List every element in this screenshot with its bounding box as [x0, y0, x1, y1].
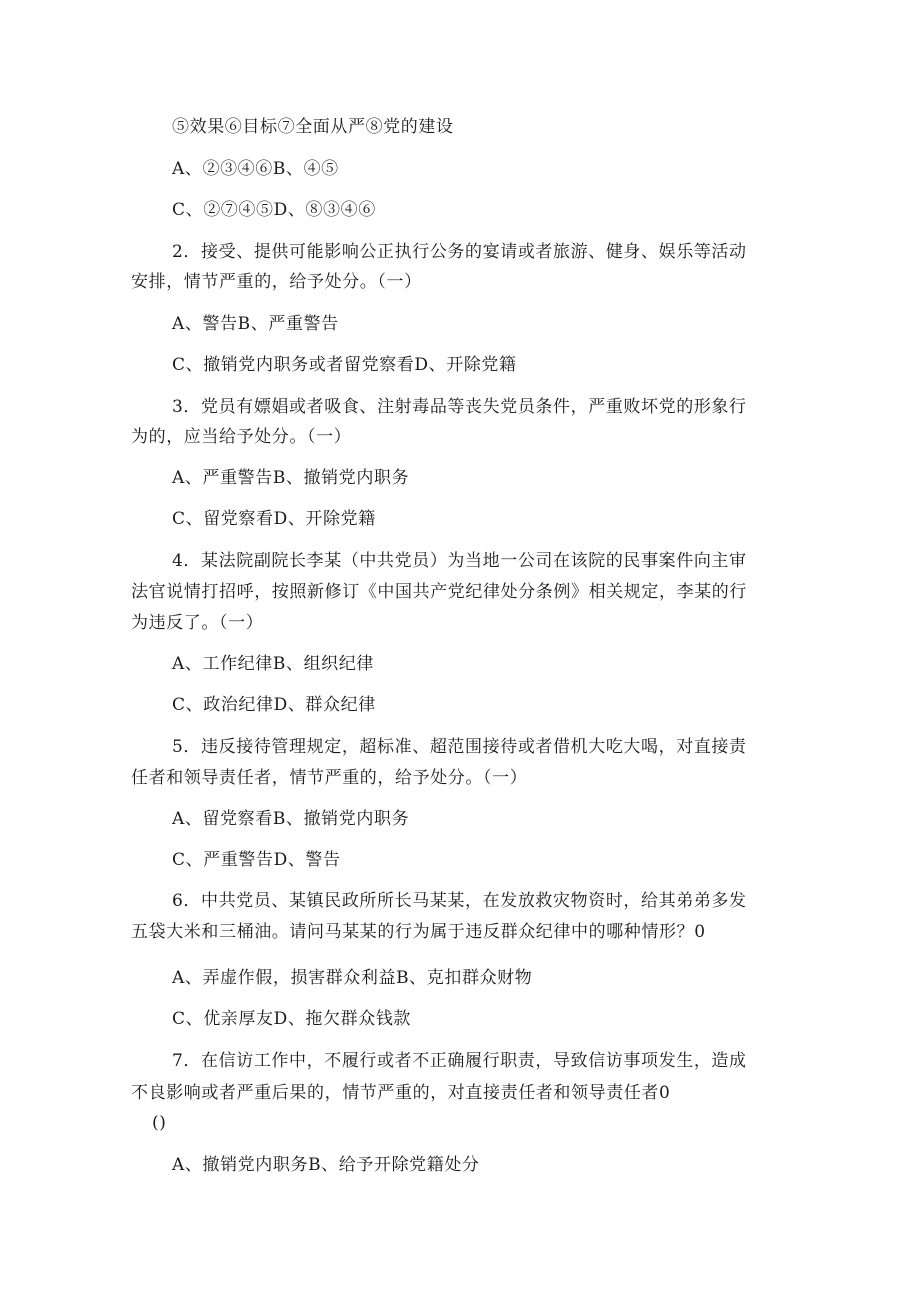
text-line: ⑤效果⑥目标⑦全面从严⑧党的建设 — [172, 117, 454, 137]
text-line: A、严重警告B、撤销党内职务 — [172, 468, 410, 488]
text-line: 不良影响或者严重后果的，情节严重的，对直接责任者和领导责任者0 — [131, 1083, 671, 1103]
answer-blank: () — [152, 1113, 167, 1133]
question-line: 4．某法院副院长李某（中共党员）为当地一公司在该院的民事案件向主审 — [172, 551, 747, 571]
question-line: 6．中共党员、某镇民政所所长马某某，在发放救灾物资时，给其弟弟多发 — [172, 891, 747, 911]
text-line: C、优亲厚友D、拖欠群众钱款 — [172, 1009, 412, 1029]
text-line: A、②③④⑥B、④⑤ — [172, 159, 339, 179]
text-line: 为的，应当给予处分。（一） — [131, 427, 352, 447]
text-line: C、政治纪律D、群众纪律 — [172, 695, 376, 715]
question-line: 7．在信访工作中，不履行或者不正确履行职责，导致信访事项发生，造成 — [172, 1051, 747, 1071]
text-line: 任者和领导责任者，情节严重的，给予处分。（一） — [131, 768, 528, 788]
text-line: 法官说情打招呼，按照新修订《中国共产党纪律处分条例》相关规定，李某的行 — [131, 582, 747, 602]
text-line: A、警告B、严重警告 — [172, 314, 339, 334]
text-line: A、弄虚作假，损害群众利益B、克扣群众财物 — [172, 968, 533, 988]
question-line: 3．党员有嫖娼或者吸食、注射毒品等丧失党员条件，严重败坏党的形象行 — [172, 397, 747, 417]
text-line: 五袋大米和三桶油。请问马某某的行为属于违反群众纪律中的哪种情形？0 — [131, 922, 706, 942]
text-line: A、留党察看B、撤销党内职务 — [172, 809, 410, 829]
text-line: 为违反了。（一） — [131, 613, 264, 633]
text-line: 安排，情节严重的，给予处分。（一） — [131, 272, 422, 292]
text-line: C、②⑦④⑤D、⑧③④⑥ — [172, 200, 376, 220]
text-line: A、工作纪律B、组织纪律 — [172, 654, 374, 674]
text-line: C、严重警告D、警告 — [172, 850, 341, 870]
text-line: C、撤销党内职务或者留党察看D、开除党籍 — [172, 355, 517, 375]
text-line: A、撤销党内职务B、给予开除党籍处分 — [172, 1155, 480, 1175]
text-line: C、留党察看D、开除党籍 — [172, 509, 376, 529]
question-line: 5．违反接待管理规定，超标准、超范围接待或者借机大吃大喝，对直接责 — [172, 737, 747, 757]
question-line: 2．接受、提供可能影响公正执行公务的宴请或者旅游、健身、娱乐等活动 — [172, 242, 747, 262]
